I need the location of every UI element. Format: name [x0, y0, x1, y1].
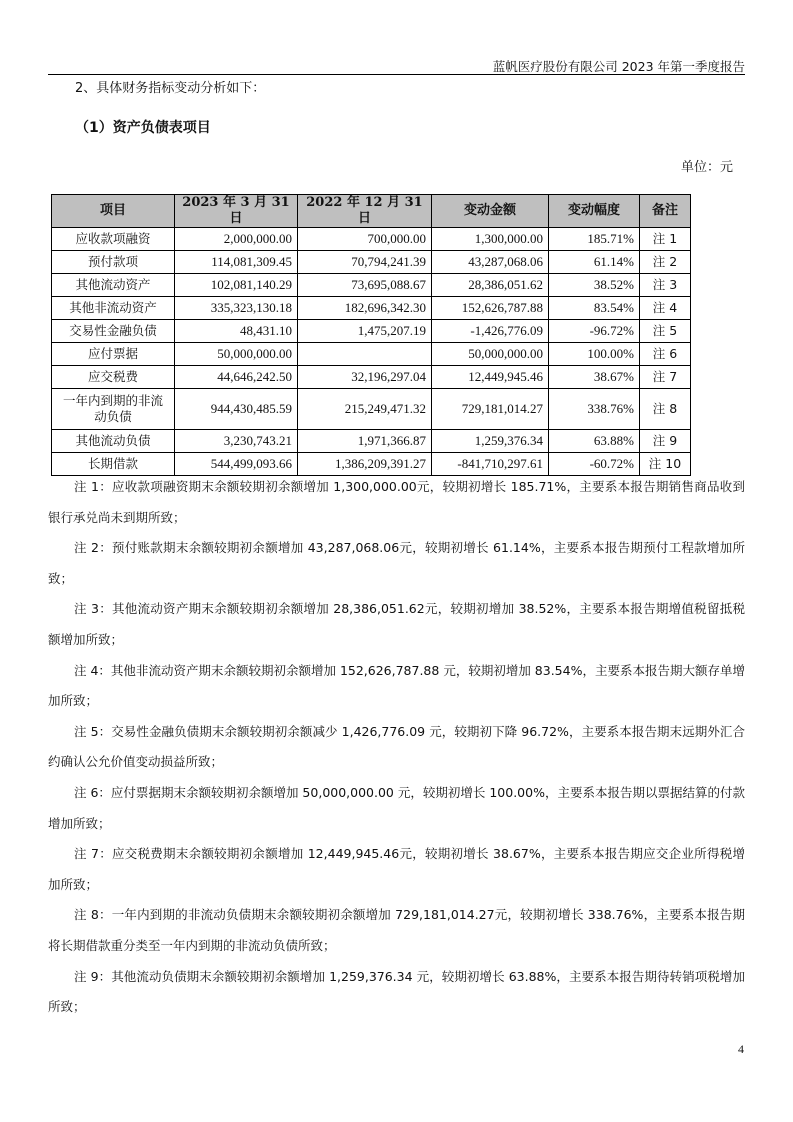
cell-remark: 注 7 — [640, 366, 691, 389]
cell-ye-2022: 1,475,207.19 — [298, 320, 432, 343]
header-q1-2023: 2023 年 3 月 31 日 — [175, 195, 298, 228]
cell-ye-2022: 32,196,297.04 — [298, 366, 432, 389]
cell-change-pct: 63.88% — [549, 430, 640, 453]
cell-ye-2022: 182,696,342.30 — [298, 297, 432, 320]
cell-q1-2023: 114,081,309.45 — [175, 251, 298, 274]
cell-change-amount: -841,710,297.61 — [432, 453, 549, 476]
cell-change-pct: 83.54% — [549, 297, 640, 320]
cell-item: 应交税费 — [52, 366, 175, 389]
header-item: 项目 — [52, 195, 175, 228]
cell-change-amount: 28,386,051.62 — [432, 274, 549, 297]
cell-item: 交易性金融负债 — [52, 320, 175, 343]
cell-q1-2023: 335,323,130.18 — [175, 297, 298, 320]
table-row — [52, 320, 691, 343]
notes-section — [48, 472, 745, 1023]
note-paragraph: 注 8：一年内到期的非流动负债期末余额较期初余额增加 729,181,014.27元，较期初增长 338.76%，主要系本报告期将长期借款重分类至一年内到期的非流动负债所致； — [48, 907, 745, 953]
cell-q1-2023: 102,081,140.29 — [175, 274, 298, 297]
page-number: 4 — [738, 1042, 744, 1056]
cell-remark: 注 6 — [640, 343, 691, 366]
cell-item: 其他流动资产 — [52, 274, 175, 297]
cell-ye-2022: 700,000.00 — [298, 228, 432, 251]
report-header-title: 蓝帆医疗股份有限公司 2023 年第一季度报告 — [492, 59, 745, 74]
header-remark: 备注 — [640, 195, 691, 228]
cell-change-amount: 1,259,376.34 — [432, 430, 549, 453]
header-ye-2022: 2022 年 12 月 31 日 — [298, 195, 432, 228]
cell-remark: 注 8 — [640, 389, 691, 430]
note-paragraph: 注 5：交易性金融负债期末余额较期初余额减少 1,426,776.09 元，较期初下降 96.72%，主要系本报告期末远期外汇合约确认公允价值变动损益所致； — [48, 723, 745, 770]
balance-sheet-table — [51, 194, 691, 476]
cell-q1-2023: 2,000,000.00 — [175, 228, 298, 251]
table-row — [52, 430, 691, 453]
note-paragraph: 注 3：其他流动资产期末余额较期初余额增加 28,386,051.62元，较期初增加 38.52%，主要系本报告期增值税留抵税额增加所致； — [48, 601, 745, 647]
table-row — [52, 251, 691, 274]
cell-change-pct: 61.14% — [549, 251, 640, 274]
note-paragraph: 注 6：应付票据期末余额较期初余额增加 50,000,000.00 元，较期初增长 100.00%，主要系本报告期以票据结算的付款增加所致； — [48, 784, 745, 831]
cell-item: 一年内到期的非流动负债 — [52, 389, 175, 430]
cell-item: 预付款项 — [52, 251, 175, 274]
cell-q1-2023: 48,431.10 — [175, 320, 298, 343]
cell-change-pct: 100.00% — [549, 343, 640, 366]
table-row — [52, 228, 691, 251]
section-heading: 2、具体财务指标变动分析如下： — [75, 81, 266, 96]
cell-remark: 注 1 — [640, 228, 691, 251]
cell-change-pct: 38.52% — [549, 274, 640, 297]
cell-q1-2023: 544,499,093.66 — [175, 453, 298, 476]
header-change-pct: 变动幅度 — [549, 195, 640, 228]
cell-q1-2023: 944,430,485.59 — [175, 389, 298, 430]
cell-change-amount: 50,000,000.00 — [432, 343, 549, 366]
table-row — [52, 366, 691, 389]
note-paragraph: 注 1：应收款项融资期末余额较期初余额增加 1,300,000.00元，较期初增长 185.71%，主要系本报告期销售商品收到银行承兑尚未到期所致； — [48, 479, 745, 525]
cell-remark: 注 9 — [640, 430, 691, 453]
cell-remark: 注 2 — [640, 251, 691, 274]
note-paragraph: 注 9：其他流动负债期末余额较期初余额增加 1,259,376.34 元，较期初增长 63.88%，主要系本报告期待转销项税增加所致； — [48, 968, 745, 1015]
cell-change-pct: -60.72% — [549, 453, 640, 476]
cell-item: 长期借款 — [52, 453, 175, 476]
cell-change-amount: 1,300,000.00 — [432, 228, 549, 251]
cell-ye-2022: 73,695,088.67 — [298, 274, 432, 297]
note-paragraph: 注 7：应交税费期末余额较期初余额增加 12,449,945.46元，较期初增长 38.67%，主要系本报告期应交企业所得税增加所致； — [48, 846, 745, 892]
cell-remark: 注 3 — [640, 274, 691, 297]
cell-item: 其他非流动资产 — [52, 297, 175, 320]
note-paragraph: 注 2：预付账款期末余额较期初余额增加 43,287,068.06元，较期初增长 61.14%，主要系本报告期预付工程款增加所致； — [48, 540, 745, 586]
table-row — [52, 343, 691, 366]
cell-ye-2022: 215,249,471.32 — [298, 389, 432, 430]
header-change-amount: 变动金额 — [432, 195, 549, 228]
cell-change-amount: 729,181,014.27 — [432, 389, 549, 430]
cell-q1-2023: 50,000,000.00 — [175, 343, 298, 366]
sub-heading: （1）资产负债表项目 — [75, 120, 211, 136]
cell-change-pct: 338.76% — [549, 389, 640, 430]
cell-remark: 注 5 — [640, 320, 691, 343]
cell-change-pct: -96.72% — [549, 320, 640, 343]
cell-change-pct: 38.67% — [549, 366, 640, 389]
header-divider — [48, 74, 745, 75]
cell-remark: 注 10 — [640, 453, 691, 476]
cell-q1-2023: 3,230,743.21 — [175, 430, 298, 453]
table-row — [52, 389, 691, 430]
table-row — [52, 274, 691, 297]
cell-ye-2022: 1,386,209,391.27 — [298, 453, 432, 476]
cell-q1-2023: 44,646,242.50 — [175, 366, 298, 389]
cell-change-amount: 12,449,945.46 — [432, 366, 549, 389]
cell-item: 应付票据 — [52, 343, 175, 366]
cell-remark: 注 4 — [640, 297, 691, 320]
note-paragraph: 注 4：其他非流动资产期末余额较期初余额增加 152,626,787.88 元，较期初增加 83.54%，主要系本报告期大额存单增加所致； — [48, 662, 745, 709]
cell-change-amount: 152,626,787.88 — [432, 297, 549, 320]
table-row — [52, 297, 691, 320]
table-header-row — [52, 195, 691, 228]
cell-ye-2022: 70,794,241.39 — [298, 251, 432, 274]
cell-change-amount: 43,287,068.06 — [432, 251, 549, 274]
cell-change-amount: -1,426,776.09 — [432, 320, 549, 343]
cell-change-pct: 185.71% — [549, 228, 640, 251]
cell-ye-2022 — [298, 343, 432, 366]
cell-item: 其他流动负债 — [52, 430, 175, 453]
cell-item: 应收款项融资 — [52, 228, 175, 251]
cell-ye-2022: 1,971,366.87 — [298, 430, 432, 453]
unit-label: 单位：元 — [680, 160, 733, 175]
